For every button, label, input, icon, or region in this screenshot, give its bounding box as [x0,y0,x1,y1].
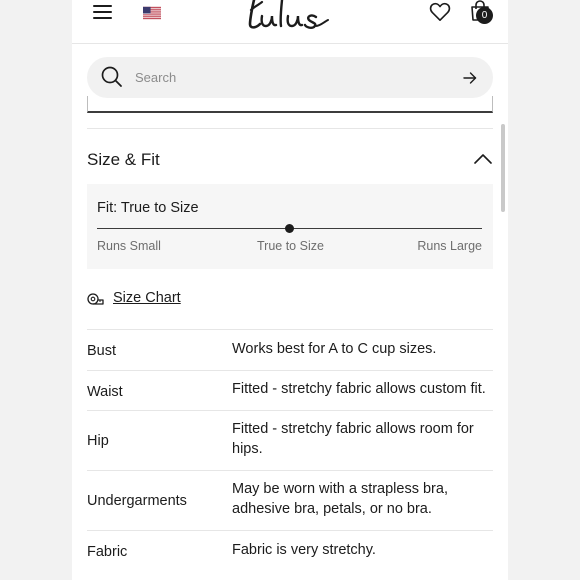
fit-scale-true: True to Size [257,239,324,253]
table-row [87,470,493,530]
lulus-logo[interactable] [248,0,332,32]
row-label: Fabric [87,544,128,560]
fit-label: Fit: True to Size [97,200,199,216]
us-flag-icon[interactable] [143,6,161,20]
section-title[interactable]: Size & Fit [87,150,160,169]
chevron-up-icon[interactable] [474,153,492,164]
row-label: Waist [87,384,123,400]
search-icon [101,66,123,88]
menu-icon[interactable] [93,3,113,21]
bag-count-badge: 0 [476,7,493,24]
previous-section-box [87,96,493,113]
tape-measure-icon [87,293,104,305]
row-value: Fabric is very stretchy. [232,542,376,558]
arrow-right-icon[interactable] [463,71,477,85]
table-row [87,370,493,410]
size-chart-label[interactable]: Size Chart [113,290,181,306]
product-page [72,0,508,580]
fit-scale-small: Runs Small [97,239,161,253]
row-value: Works best for A to C cup sizes. [232,341,437,357]
row-label: Hip [87,433,109,449]
table-row [87,410,493,470]
divider [87,128,493,129]
row-label: Undergarments [87,493,187,509]
site-header [72,0,508,44]
scrollbar-thumb[interactable] [501,124,505,212]
heart-icon[interactable] [429,2,451,22]
row-label: Bust [87,343,117,359]
row-value: Fitted - stretchy fabric allows custom fit. [232,381,486,397]
table-row [87,329,493,370]
row-value: Fitted - stretchy fabric allows room for hips. [232,421,474,457]
search-bar[interactable] [87,57,493,98]
row-value: May be worn with a strapless bra, adhesive bra, petals, or no bra. [232,481,448,517]
fit-panel [87,184,493,269]
search-input[interactable] [135,57,455,98]
fit-scale-large: Runs Large [417,239,482,253]
table-row [87,530,493,580]
fit-indicator-dot [285,224,294,233]
